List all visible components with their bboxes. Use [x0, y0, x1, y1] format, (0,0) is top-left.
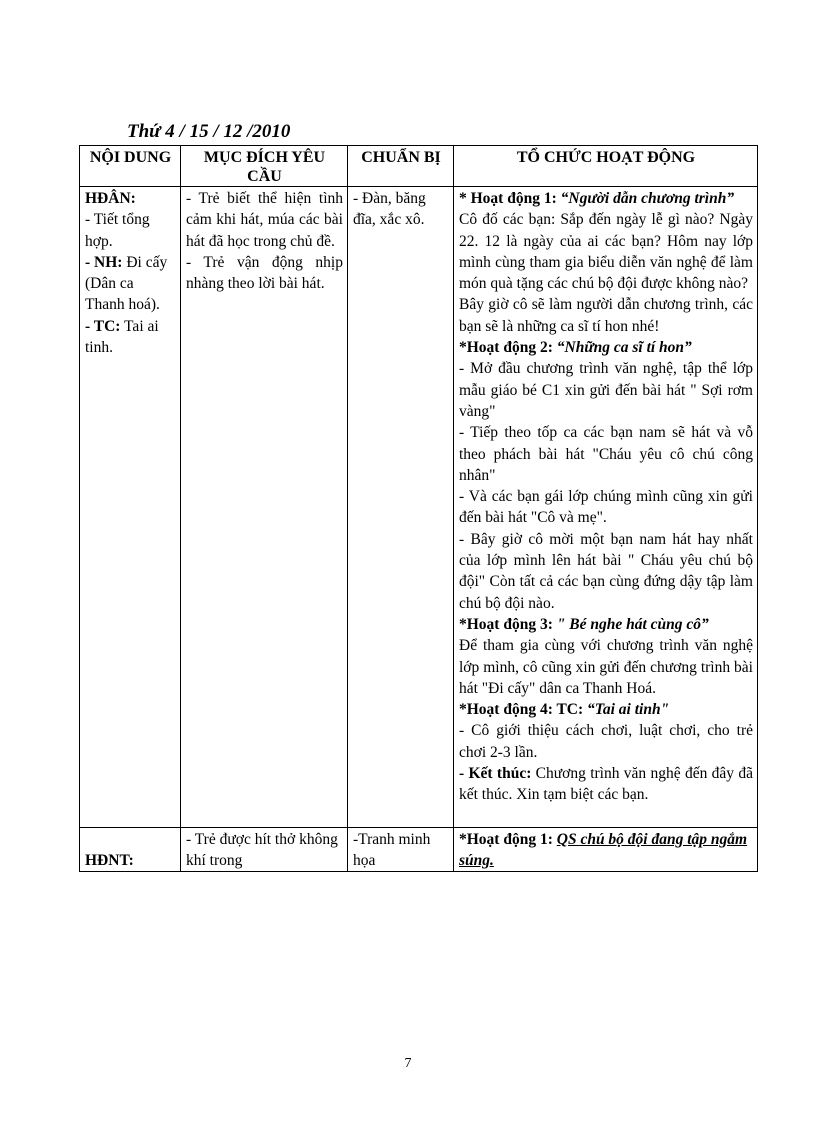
date-heading: Thứ 4 / 15 / 12 /2010: [127, 121, 291, 142]
column-header-activities: TỔ CHỨC HOẠT ĐỘNG: [454, 146, 758, 187]
content-text: Tai ai tinh.: [85, 317, 159, 357]
column-header-preparation: CHUẨN BỊ: [348, 146, 454, 187]
activity-heading: *Hoạt động 3: " Bé nghe hát cùng cô”: [459, 615, 709, 633]
purpose-item: - Trẻ được hít thở không khí trong: [186, 830, 338, 869]
prep-item: -Tranh minh họa: [353, 830, 431, 869]
purpose-item: - Trẻ biết thể hiện tình cảm khi hát, múa các bài hát đã học trong chủ đề.: [186, 190, 343, 250]
activity-text: - Và các bạn gái lớp chúng mình cũng xin gửi đến bài hát "Cô và mẹ".: [459, 488, 753, 527]
page-number: 7: [404, 1056, 412, 1071]
column-header-content: NỘI DUNG: [80, 146, 181, 187]
activity-text: Để tham gia cùng với chương trình văn nghệ lớp mình, cô cũng xin gửi đến chương trình bài hát "Đi cấy" dân ca Thanh Hoá.: [459, 637, 753, 697]
purpose-item: - Trẻ vận động nhịp nhàng theo lời bài hát.: [186, 253, 343, 293]
column-header-purpose: MỤC ĐÍCH YÊU CẦU: [181, 146, 348, 187]
prep-item: - Đàn, băng đĩa, xắc xô.: [353, 190, 426, 229]
activity-text: - Bây giờ cô mời một bạn nam hát hay nhất của lớp mình lên hát bài " Cháu yêu chú bộ đội" Còn tất cả các bạn cùng đứng dậy tập làm chú bộ đội nào.: [459, 530, 753, 612]
cell-activities-outdoor: [454, 827, 758, 872]
activity-text: - Mở đầu chương trình văn nghệ, tập thể lớp mẫu giáo bé C1 xin gửi đến bài hát " Sợi rơm vàng": [459, 360, 753, 420]
activity-heading: *Hoạt động 1: QS chú bộ đội đang tập ngắm súng.: [459, 830, 748, 869]
activity-text: Bây giờ cô sẽ làm người dẫn chương trình, các bạn sẽ là những ca sĩ tí hon nhé!: [459, 296, 753, 335]
table-header-row: [80, 146, 758, 187]
content-label: - TC:: [85, 317, 121, 335]
activity-text: Cô đố các bạn: Sắp đến ngày lễ gì nào? Ngày 22. 12 là ngày của ai các bạn? Hôm nay lớp mình cùng tham gia biểu diễn văn nghệ để làm món quà tặng các chú bộ đội được không nào?: [459, 211, 753, 293]
cell-content-outdoor: [80, 827, 181, 872]
spacer: [459, 806, 753, 827]
cell-purpose-music: [181, 187, 348, 828]
content-line: [85, 316, 176, 359]
content-line: - Tiết tổng hợp.: [85, 211, 150, 250]
cell-purpose-outdoor: [181, 827, 348, 872]
content-text: Đi cấy (Dân ca Thanh hoá).: [85, 253, 168, 314]
activity-text: - Cô giới thiệu cách chơi, luật chơi, cho trẻ chơi 2-3 lần.: [459, 722, 753, 761]
cell-activities-music: [454, 187, 758, 828]
cell-prep-music: [348, 187, 454, 828]
activity-heading: *Hoạt động 4: TC: “Tai ai tinh": [459, 701, 670, 719]
activity-heading: * Hoạt động 1: “Người dẫn chương trình”: [459, 190, 735, 207]
content-line: [85, 252, 176, 316]
activity-heading: *Hoạt động 2: “Những ca sĩ tí hon”: [459, 339, 692, 357]
activity-text: - Kết thúc: Chương trình văn nghệ đến đây đã kết thúc. Xin tạm biệt các bạn.: [459, 765, 754, 804]
activity-text: - Tiếp theo tốp ca các bạn nam sẽ hát và vỗ theo phách bài hát "Cháu yêu cô chú công nhân": [459, 424, 753, 484]
cell-content-music: [80, 187, 181, 828]
content-label: - NH:: [85, 253, 123, 271]
table-row-outdoor: [80, 827, 758, 872]
spacer: [85, 829, 176, 850]
table-row-music: [80, 187, 758, 828]
content-title: HĐNT:: [85, 851, 134, 869]
cell-prep-outdoor: [348, 827, 454, 872]
content-title: HĐÂN:: [85, 190, 136, 207]
lesson-plan-table: [79, 145, 758, 872]
